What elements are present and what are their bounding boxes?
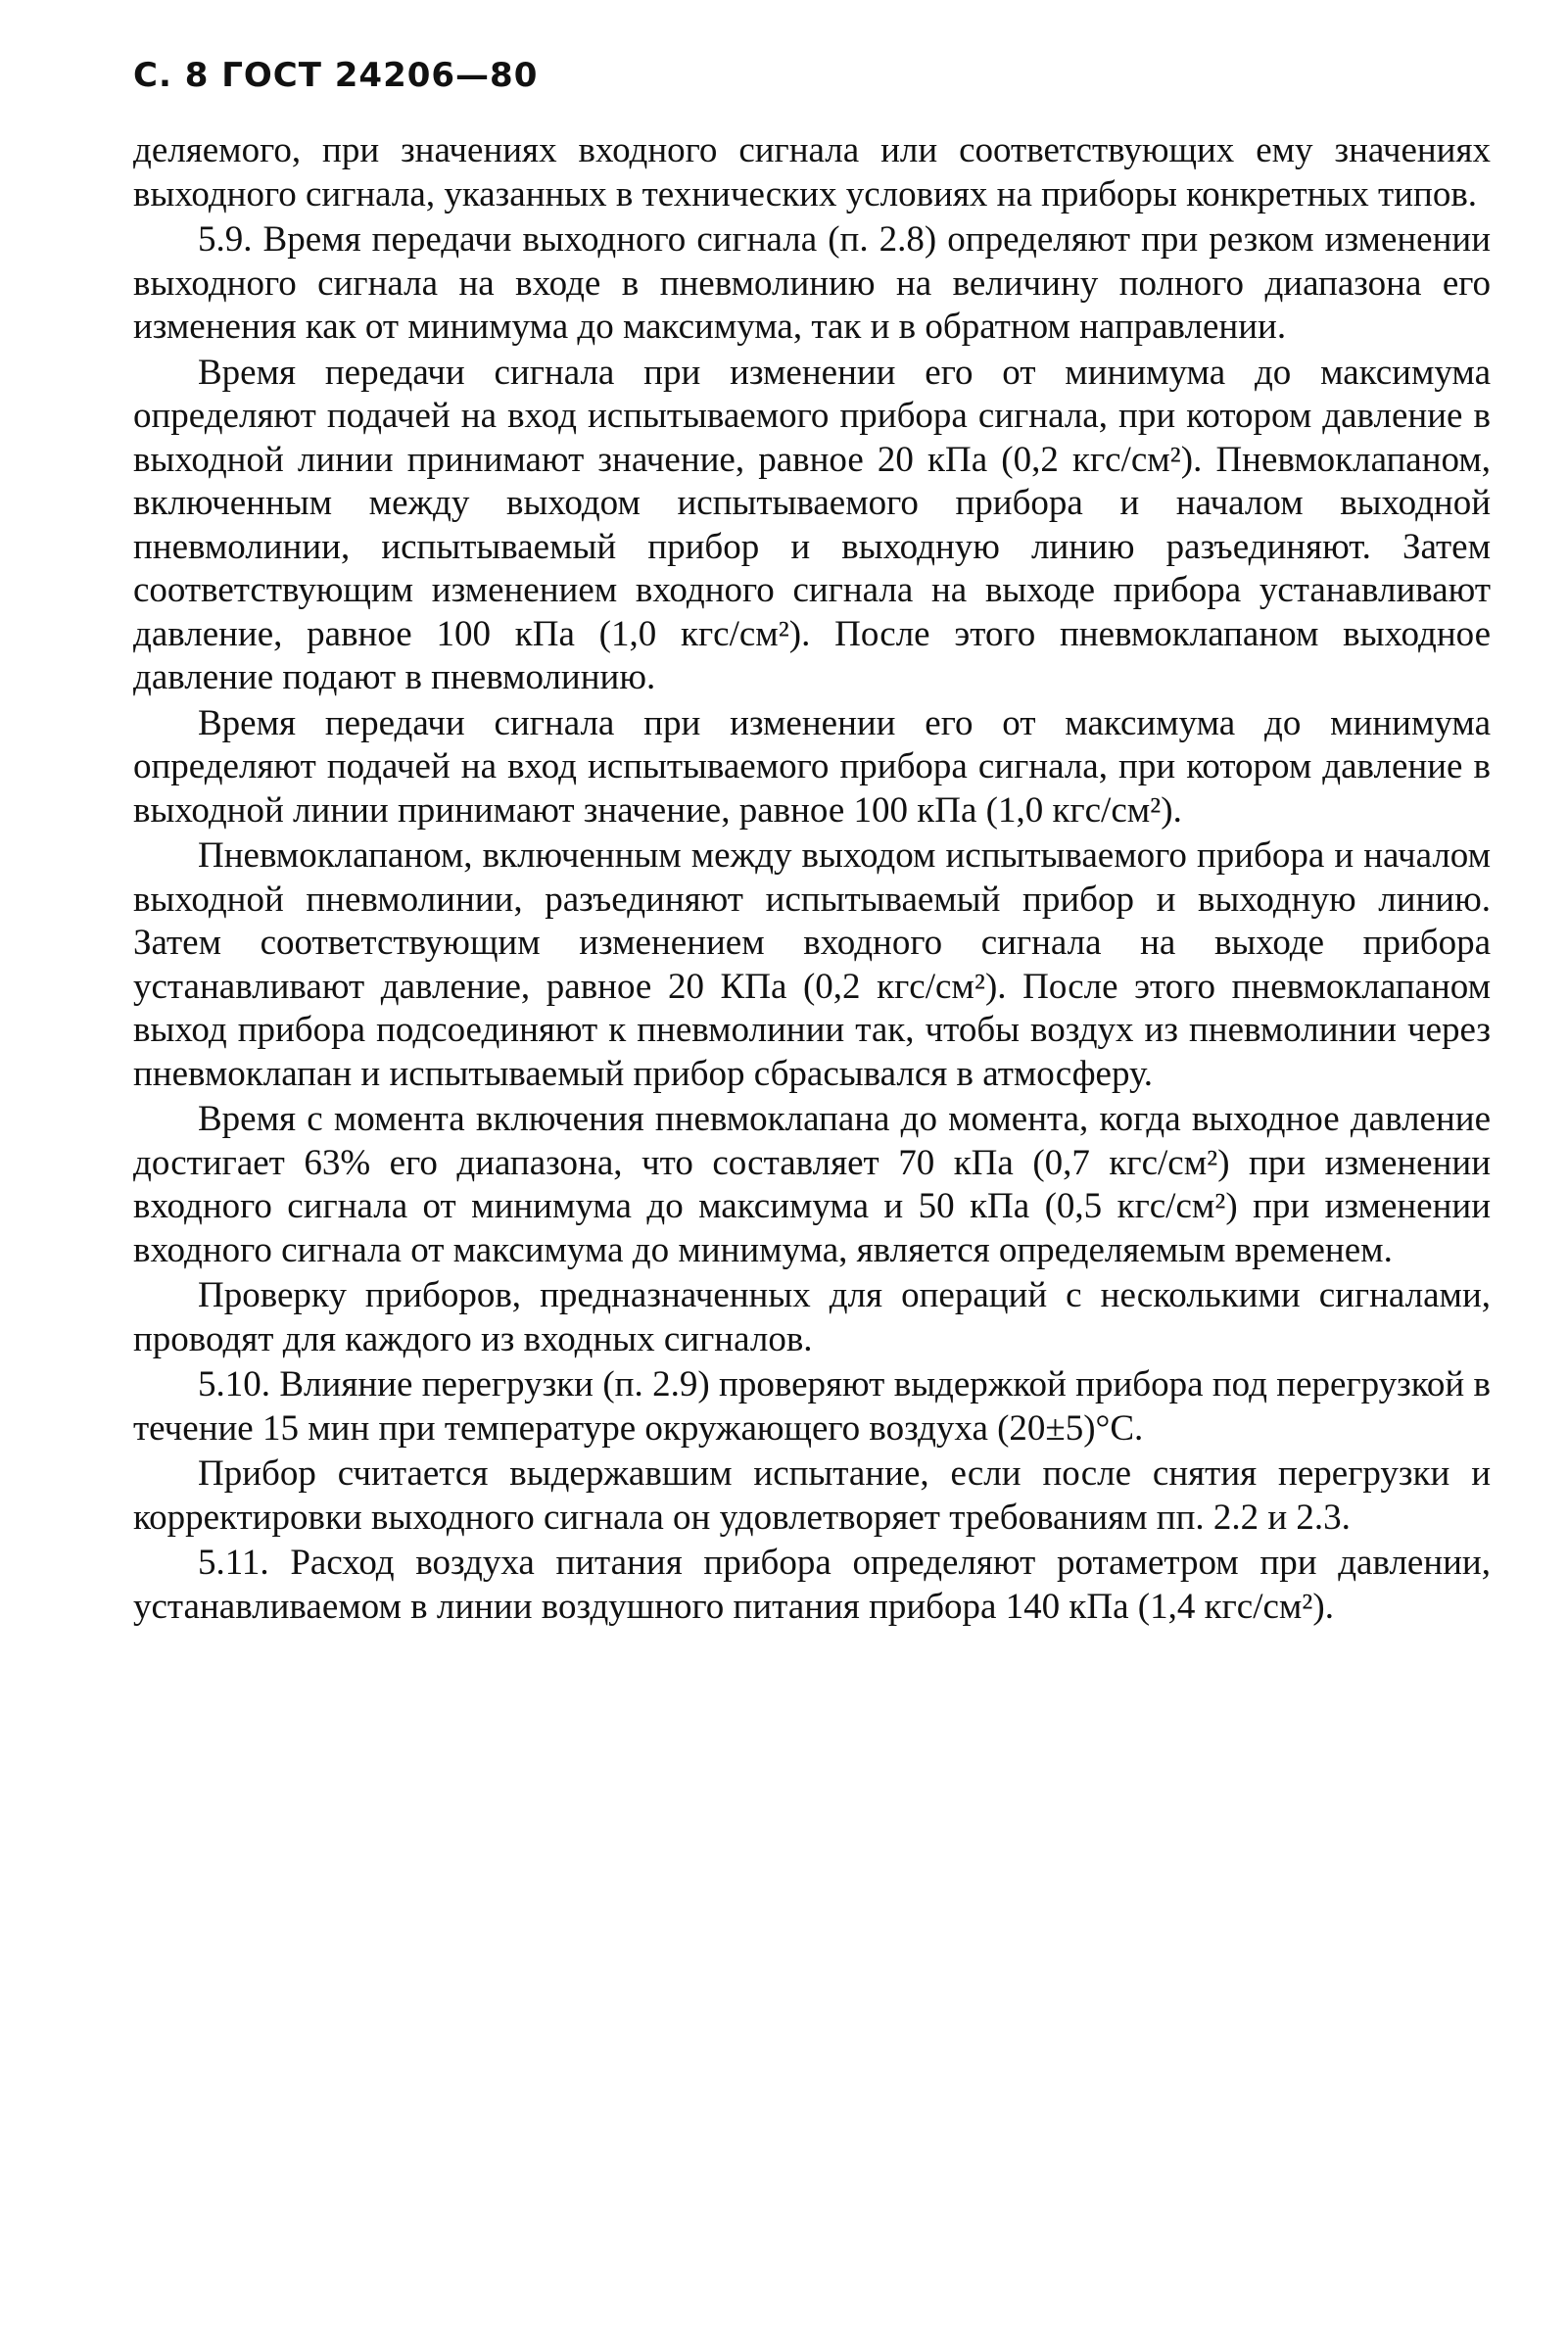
paragraph-5-9: 5.9. Время передачи выходного сигнала (п. 2.8) определяют при резком изменении выходного сигнала на входе в пневмолинию на величину полного диапазона его изменения как от минимума до максимума, так и в обратном направлении. — [133, 219, 1491, 347]
running-head: С. 8 ГОСТ 24206—80 — [133, 56, 539, 95]
paragraph-disconnect: Пневмоклапаном, включенным между выходом испытываемого прибора и началом выходной пневмолинии, разъединяют испытываемый прибор и выходную линию. Затем соответствующим изменением входного сигнала на выходе прибора устанавливают давление, равное 20 КПа (0,2 кгс/см²). После этого пневмоклапаном выход прибора подсоединяют к пневмолинии так, чтобы воздух из пневмолинии через пневмоклапан и испытываемый прибор сбрасывался в атмосферу. — [133, 835, 1491, 1094]
paragraph-multiple-signals: Проверку приборов, предназначенных для операций с несколькими сигналами, проводят для каждого из входных сигналов. — [133, 1275, 1491, 1359]
paragraph-5-11: 5.11. Расход воздуха питания прибора определяют ротаметром при давлении, устанавливаемом в линии воздушного питания прибора 140 кПа (1,4 кгс/см²). — [133, 1543, 1491, 1627]
paragraph-transfer-min-max: Время передачи сигнала при изменении его от минимума до максимума определяют подачей на вход испытываемого прибора сигнала, при котором давление в выходной линии принимают значение, равное 20 кПа (0,2 кгс/см²). Пневмоклапаном, включенным между выходом испытываемого прибора и началом выходной пневмолинии, испытываемый прибор и выходную линию разъединяют. Затем соответствующим изменением входного сигнала на выходе прибора устанавливают давление, равное 100 кПа (1,0 кгс/см²). После этого пневмоклапаном выходное давление подают в пневмолинию. — [133, 352, 1491, 697]
document-page — [133, 51, 1491, 1631]
paragraph-transfer-max-min: Время передачи сигнала при изменении его от максимума до минимума определяют подачей на вход испытываемого прибора сигнала, при котором давление в выходной линии принимают значение, равное 100 кПа (1,0 кгс/см²). — [133, 702, 1491, 831]
paragraph-5-10: 5.10. Влияние перегрузки (п. 2.9) проверяют выдержкой прибора под перегрузкой в течение 15 мин при температуре окружающего воздуха (20±5)°С. — [133, 1364, 1491, 1449]
paragraph-continuation: деляемого, при значениях входного сигнала или соответствующих ему значениях выходного сигнала, указанных в технических условиях на приборы конкретных типов. — [133, 130, 1491, 214]
paragraph-time-definition: Время с момента включения пневмоклапана до момента, когда выходное давление достигает 63% его диапазона, что составляет 70 кПа (0,7 кгс/см²) при изменении входного сигнала от минимума до максимума и 50 кПа (0,5 кгс/см²) при изменении входного сигнала от максимума до минимума, является определяемым временем. — [133, 1099, 1491, 1270]
paragraph-overload-result: Прибор считается выдержавшим испытание, если после снятия перегрузки и корректировки выходного сигнала он удовлетворяет требованиям пп. 2.2 и 2.3. — [133, 1453, 1491, 1538]
